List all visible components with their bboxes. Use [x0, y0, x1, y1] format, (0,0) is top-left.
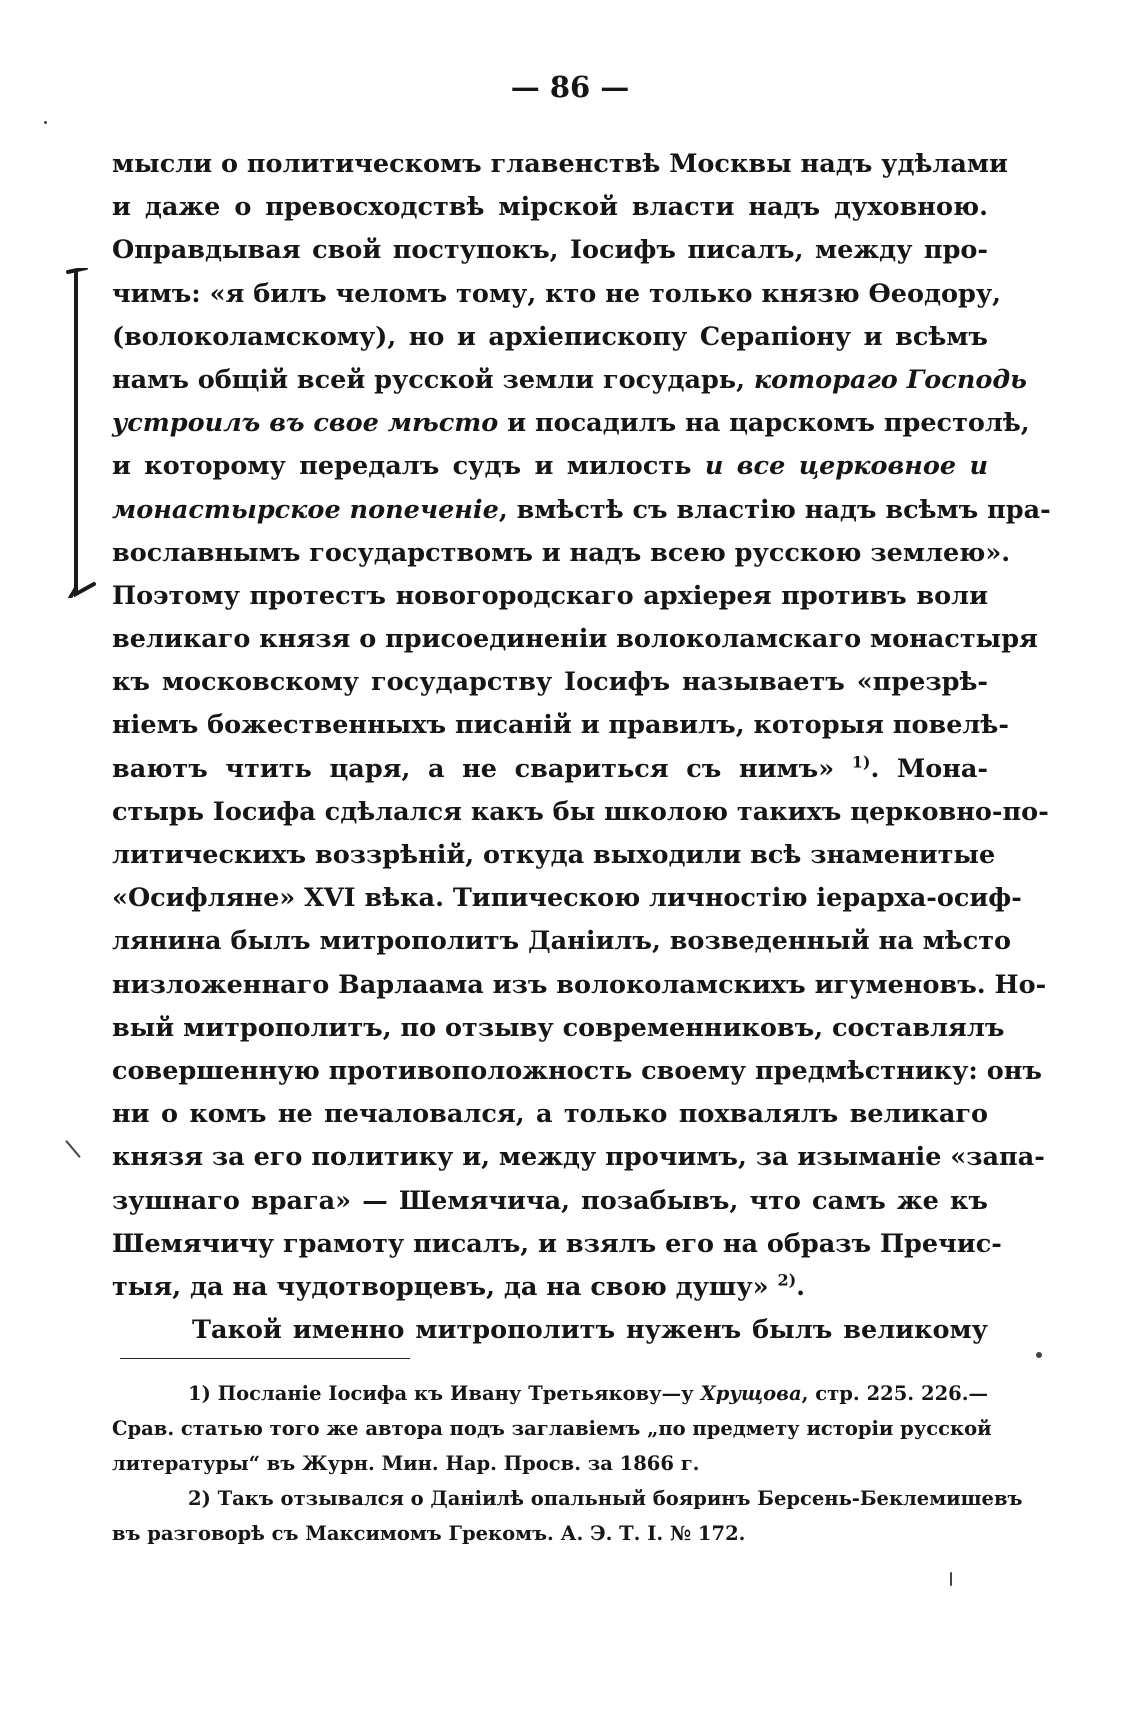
text-line: [112, 402, 1030, 445]
text-line: [112, 359, 1027, 402]
text-segment: Шемячичу грамоту писалъ, и взялъ его на образъ Пречис-: [112, 1228, 1002, 1259]
text-segment: намъ общій всей русской земли государь,: [112, 364, 754, 395]
scan-speck: [1036, 1352, 1042, 1358]
text-line: [112, 186, 988, 229]
text-segment: низложеннаго Варлаама изъ волоколамскихъ игуменовъ. Но-: [112, 969, 1047, 1000]
text-segment: князя за его политику и, между прочимъ, за изыманіе «запа-: [112, 1142, 1045, 1173]
text-line: [112, 791, 1049, 834]
text-segment: и даже о превосходствѣ мірской власти надъ духовною.: [112, 192, 988, 223]
text-line: [112, 1309, 988, 1352]
text-segment: Поэтому протестъ новогородскаго архіерея противъ воли: [112, 580, 988, 611]
text-line: [112, 1180, 988, 1223]
text-segment: великаго князя о присоединеніи волоколамскаго монастыря: [112, 624, 1038, 655]
text-line: [112, 532, 1011, 575]
text-segment: зушнаго врага» — Шемячича, позабывъ, что самъ же къ: [112, 1185, 988, 1216]
main-text: [112, 143, 1051, 1352]
italic-text-segment: и все церковное и: [704, 451, 988, 482]
text-segment: ни о комъ не печаловался, а только похвалялъ великаго: [112, 1099, 988, 1130]
text-line: [112, 273, 1002, 316]
text-line: [112, 445, 988, 488]
italic-text-segment: котораго Господь: [753, 364, 1027, 395]
text-segment: совершенную противоположность своему предмѣстнику: онъ: [112, 1055, 1042, 1086]
scan-speck: [65, 1140, 81, 1158]
text-line: [112, 229, 988, 272]
text-segment: въ разговорѣ съ Максимомъ Грекомъ. А. Э. Т. I. № 172.: [112, 1522, 746, 1545]
text-segment: литературы“ въ Журн. Мин. Нар. Просв. за 1866 г.: [112, 1452, 700, 1475]
text-segment: мысли о политическомъ главенствѣ Москвы надъ удѣлами: [112, 149, 1008, 179]
text-segment: 1) Посланіе Іосифа къ Ивану Третьякову—у: [188, 1382, 701, 1405]
text-segment: тыя, да на чудотворцевъ, да на свою душу»: [112, 1271, 778, 1302]
footnote-line: [112, 1516, 988, 1551]
text-line: [112, 316, 988, 359]
italic-text-segment: устроилъ въ свое мѣсто: [112, 408, 499, 439]
footnotes: [112, 1376, 1023, 1551]
text-line: [112, 1093, 988, 1136]
footnote-reference: 2): [777, 1270, 797, 1290]
text-segment: и которому передалъ судъ и милость: [112, 451, 705, 482]
text-segment: , вмѣстѣ съ властію надъ всѣмъ пра-: [498, 494, 1051, 525]
text-segment: 2) Такъ отзывался о Даніилѣ опальный бояринъ Берсень-Беклемишевъ: [188, 1487, 1023, 1510]
text-line: [112, 489, 1051, 532]
text-segment: стырь Іосифа сдѣлался какъ бы школою такихъ церковно-по-: [112, 796, 1049, 827]
text-segment: .: [796, 1271, 806, 1302]
text-segment: къ московскому государству Іосифъ называетъ «презрѣ-: [112, 667, 988, 698]
text-line: [112, 964, 1047, 1007]
text-line: [112, 1050, 1042, 1093]
scan-speck: [44, 121, 47, 124]
text-segment: вый митрополитъ, по отзыву современниковъ, составлялъ: [112, 1012, 1005, 1043]
text-line: [112, 1266, 988, 1309]
footnote-line: [112, 1481, 1023, 1516]
text-segment: ніемъ божественныхъ писаній и правилъ, которыя повелѣ-: [112, 710, 1009, 741]
italic-text-segment: Хрущова: [700, 1382, 802, 1405]
text-line: [112, 575, 988, 618]
text-segment: лянина былъ митрополитъ Даніилъ, возведенный на мѣсто: [112, 926, 1012, 957]
text-segment: Оправдывая свой поступокъ, Іосифъ писалъ, между про-: [112, 235, 988, 266]
text-line: [112, 748, 988, 791]
footnote-line: [112, 1376, 988, 1411]
text-segment: ваютъ чтить царя, а не свариться съ нимъ»: [112, 753, 852, 784]
text-segment: литическихъ воззрѣній, откуда выходили всѣ знаменитые: [112, 840, 996, 870]
footnote-line: [112, 1411, 992, 1446]
text-segment: Такой именно митрополитъ нуженъ былъ великому: [192, 1315, 988, 1346]
text-line: [112, 661, 988, 704]
text-line: [112, 143, 1008, 186]
italic-text-segment: монастырское попеченіе: [112, 494, 499, 525]
footnote-line: [112, 1446, 988, 1481]
text-segment: чимъ: «я билъ челомъ тому, кто не только князю Ѳеодору,: [112, 278, 1002, 309]
text-line: [112, 877, 1022, 920]
text-line: [112, 618, 1038, 661]
text-segment: вославнымъ государствомъ и надъ всею русскою землею».: [112, 537, 1011, 568]
margin-bracket-mark: [64, 268, 98, 598]
text-segment: и посадилъ на царскомъ престолѣ,: [498, 408, 1030, 439]
page-number: — 86 —: [510, 70, 630, 104]
text-segment: . Мона-: [870, 753, 989, 784]
text-line: [112, 920, 1012, 963]
text-line: [112, 704, 1009, 747]
footnote-reference: 1): [851, 752, 871, 772]
text-segment: «Осифляне» XVI вѣка. Типическою личностію іерарха-осиф-: [112, 883, 1022, 914]
text-line: [112, 834, 996, 877]
text-segment: Срав. статью того же автора подъ заглавіемъ „по предмету исторіи русской: [112, 1417, 992, 1440]
footnote-separator: [120, 1358, 410, 1359]
text-segment: , стр. 225. 226.—: [801, 1382, 989, 1405]
text-line: [112, 1007, 1005, 1050]
scan-speck: [950, 1572, 952, 1586]
text-segment: (волоколамскому), но и архіепископу Серапіону и всѣмъ: [112, 321, 988, 352]
text-line: [112, 1136, 1045, 1179]
text-line: [112, 1223, 1002, 1266]
